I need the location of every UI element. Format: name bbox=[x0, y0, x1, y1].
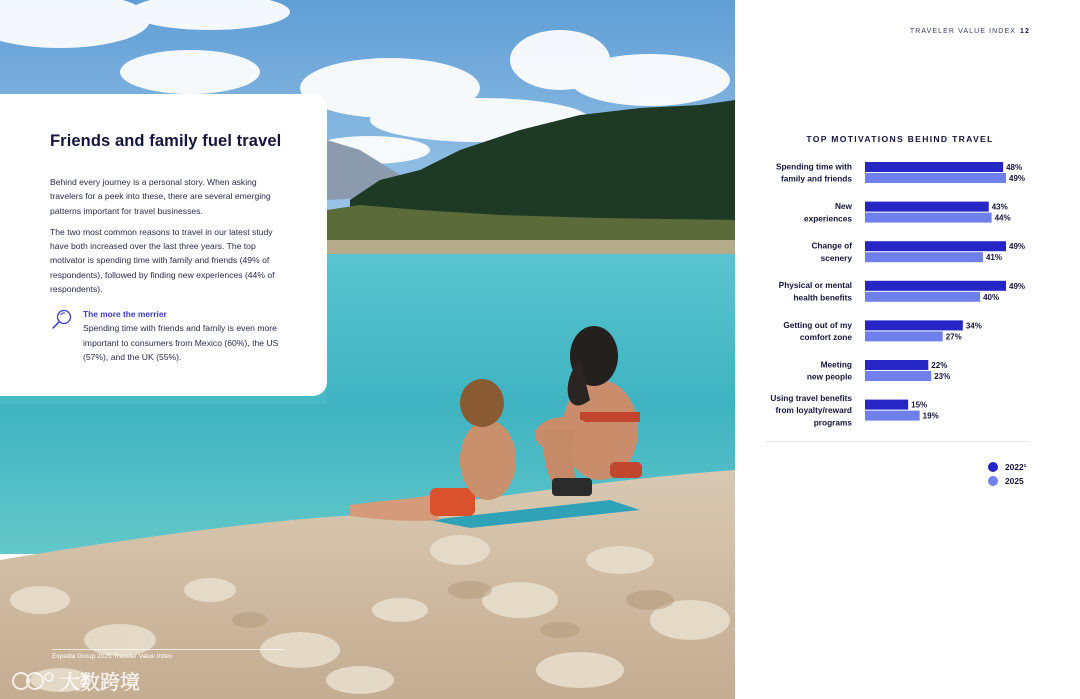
data-label: 22% bbox=[931, 361, 948, 370]
data-label: 49% bbox=[1009, 174, 1026, 183]
bar-2025 bbox=[865, 292, 980, 302]
watermark-text: 大数跨境 bbox=[60, 670, 140, 694]
article-paragraph-2: The two most common reasons to travel in our latest study have both increased over the last three years. The top motivator is spending time with family and friends (49% of respondents), followed by finding new experiences (44% of respondents). bbox=[50, 226, 275, 295]
category-label: scenery bbox=[820, 252, 852, 263]
callout-title: The more the merrier bbox=[83, 309, 167, 320]
bar-2025 bbox=[865, 331, 943, 341]
category-label: New bbox=[834, 200, 852, 211]
data-label: 19% bbox=[922, 411, 939, 421]
category-label: from loyalty/reward bbox=[775, 405, 852, 416]
magnifier-icon bbox=[50, 308, 74, 332]
page-number: 12 bbox=[1020, 28, 1030, 35]
running-header bbox=[870, 28, 1030, 35]
bar-2022 bbox=[865, 202, 989, 212]
data-label: 40% bbox=[983, 292, 1000, 302]
bar-2025 bbox=[865, 213, 992, 223]
chart-legend bbox=[988, 460, 1026, 488]
footer-credit: Expedia Group 2025 Traveler Value Index bbox=[52, 653, 173, 660]
data-label: 15% bbox=[911, 400, 928, 410]
legend-label: 2022¹ bbox=[1005, 461, 1027, 472]
article-card bbox=[0, 94, 327, 396]
footer-divider bbox=[52, 649, 284, 650]
bar-2022 bbox=[865, 400, 908, 410]
callout bbox=[50, 308, 283, 364]
data-label: 44% bbox=[994, 213, 1011, 223]
chart-divider bbox=[765, 441, 1030, 442]
category-label: experiences bbox=[804, 213, 852, 224]
data-label: 23% bbox=[934, 372, 951, 381]
bar-2025 bbox=[865, 411, 920, 421]
category-label: Using travel benefits bbox=[770, 392, 852, 403]
data-label: 48% bbox=[1006, 163, 1023, 172]
watermark-logo bbox=[10, 668, 150, 694]
data-label: 43% bbox=[991, 202, 1008, 212]
legend-item bbox=[988, 474, 1026, 487]
bar-2022 bbox=[865, 320, 963, 330]
bar-2025 bbox=[865, 252, 983, 262]
bar-2022 bbox=[865, 162, 1003, 172]
bar-2022 bbox=[865, 241, 1006, 251]
data-label: 34% bbox=[965, 321, 982, 331]
category-label: Meeting bbox=[820, 359, 852, 370]
bar-2022 bbox=[865, 281, 1006, 291]
running-title: TRAVELER VALUE INDEX bbox=[909, 28, 1016, 35]
data-label: 27% bbox=[945, 332, 962, 342]
category-label: Change of bbox=[811, 240, 852, 251]
category-label: health benefits bbox=[793, 292, 852, 303]
article-paragraph-1: Behind every journey is a personal story. When asking travelers for a peek into these, there are several emerging patterns important for travel businesses. bbox=[50, 177, 271, 216]
data-label: 49% bbox=[1009, 281, 1026, 291]
category-label: Getting out of my bbox=[783, 319, 852, 330]
article-title: Friends and family fuel travel bbox=[50, 132, 282, 150]
legend-swatch bbox=[988, 476, 998, 486]
category-label: comfort zone bbox=[799, 332, 852, 343]
data-label: 41% bbox=[985, 253, 1002, 263]
data-label: 49% bbox=[1009, 242, 1026, 252]
category-label: programs bbox=[813, 417, 852, 428]
legend-swatch bbox=[988, 462, 998, 472]
chart-title: TOP MOTIVATIONS BEHIND TRAVEL bbox=[806, 134, 994, 144]
motivations-bar-chart bbox=[760, 150, 1040, 435]
legend-item bbox=[988, 460, 1026, 473]
category-label: family and friends bbox=[780, 173, 852, 184]
category-label: Spending time with bbox=[775, 161, 852, 172]
category-label: new people bbox=[806, 371, 852, 382]
legend-label: 2025 bbox=[1005, 475, 1024, 486]
bar-2022 bbox=[865, 360, 928, 370]
bar-2025 bbox=[865, 173, 1006, 183]
bar-2025 bbox=[865, 371, 931, 381]
callout-body: Spending time with friends and family is even more important to consumers from Mexico (60%), the US (57%), and the UK (55%). bbox=[83, 323, 279, 362]
category-label: Physical or mental bbox=[778, 280, 852, 291]
